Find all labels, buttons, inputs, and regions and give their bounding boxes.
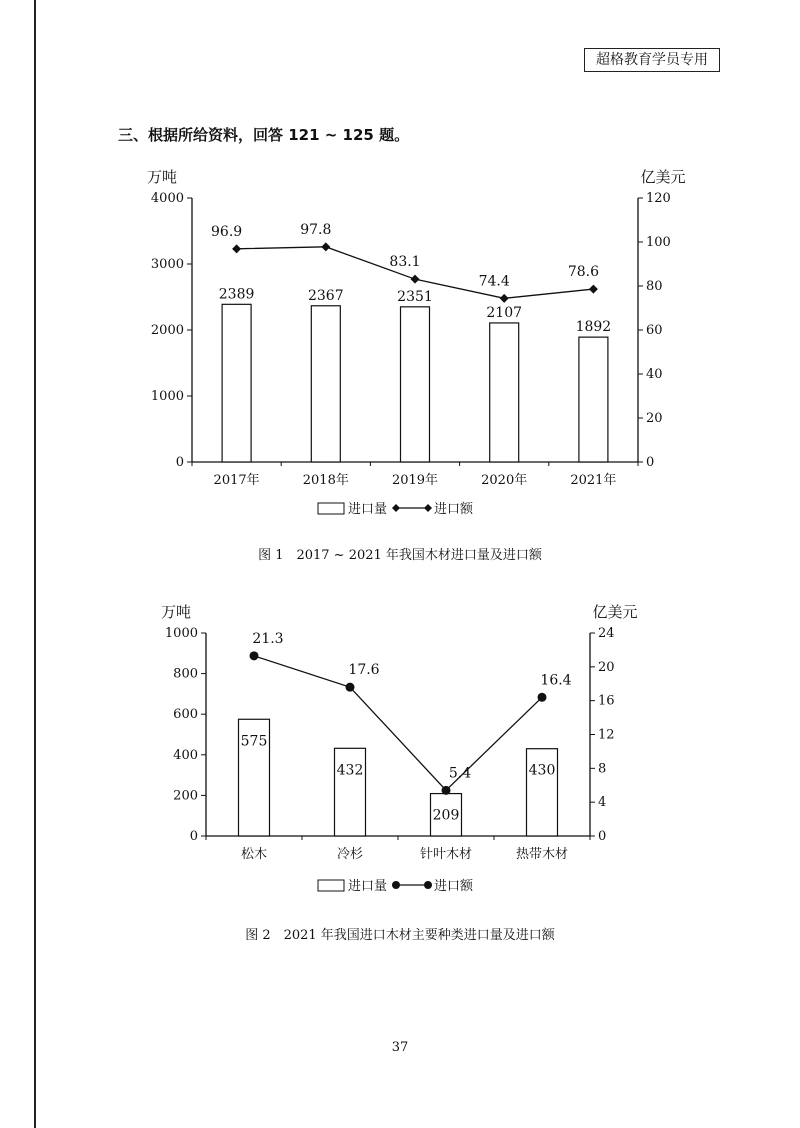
right-tick-label: 20: [646, 411, 663, 426]
right-tick-label: 40: [646, 367, 663, 382]
legend-line-marker: [424, 881, 432, 889]
x-tick-label: 2018年: [302, 473, 349, 488]
right-tick-label: 20: [598, 659, 615, 675]
legend-line-label: 进口额: [434, 879, 474, 894]
section-title: 三、根据所给资料，回答 121 ~ 125 题。: [118, 126, 410, 144]
legend-line-marker: [424, 504, 432, 512]
line-point-3: [442, 786, 451, 795]
bar-value-label: 430: [528, 762, 556, 779]
right-tick-label: 80: [646, 279, 663, 294]
legend-bar-swatch: [318, 880, 344, 891]
x-tick-label: 松木: [240, 847, 268, 862]
legend-line-marker: [392, 881, 400, 889]
line-series-path: [254, 656, 542, 790]
chart1-caption: 图 1 2017 ~ 2021 年我国木材进口量及进口额: [258, 548, 542, 563]
bar-value-label: 2107: [486, 304, 523, 321]
bar-4: [490, 323, 519, 462]
right-tick-label: 120: [646, 191, 671, 206]
legend-bar-swatch: [318, 503, 344, 514]
left-axis-title: 万吨: [146, 168, 178, 186]
legend-line-label: 进口额: [434, 502, 474, 517]
line-point-2: [346, 683, 355, 692]
left-tick-label: 1000: [164, 626, 198, 641]
legend-bar-label: 进口量: [348, 879, 388, 894]
line-value-label: 5.4: [448, 765, 472, 782]
page-number: 37: [391, 1040, 409, 1055]
bar-value-label: 1892: [575, 319, 612, 336]
line-point-4: [538, 693, 547, 702]
right-axis-title: 亿美元: [592, 603, 638, 621]
left-tick-label: 2000: [150, 323, 184, 338]
right-tick-label: 0: [646, 455, 655, 470]
line-value-label: 83.1: [389, 254, 421, 271]
bar-1: [222, 304, 251, 462]
right-tick-label: 24: [598, 626, 615, 641]
right-tick-label: 60: [646, 323, 663, 338]
left-tick-label: 1000: [150, 389, 184, 404]
x-tick-label: 2017年: [213, 473, 260, 488]
x-tick-label: 2019年: [391, 473, 439, 488]
line-point-1: [250, 651, 259, 660]
line-value-label: 74.4: [478, 273, 510, 290]
bar-3: [401, 307, 430, 462]
right-axis-title: 亿美元: [640, 168, 686, 186]
line-point-2: [321, 242, 330, 251]
left-axis-title: 万吨: [160, 603, 192, 621]
chart-wood-types-2021: [0, 585, 800, 905]
left-tick-label: 0: [189, 829, 198, 844]
line-point-5: [589, 285, 598, 294]
bar-value-label: 2389: [218, 286, 255, 303]
line-value-label: 17.6: [348, 662, 380, 679]
chart-wood-imports-2017-2021: [0, 150, 800, 530]
bar-value-label: 2351: [397, 288, 433, 305]
right-tick-label: 4: [598, 795, 607, 811]
header-badge: 超格教育学员专用: [584, 48, 720, 72]
line-point-1: [232, 244, 241, 253]
x-tick-label: 2020年: [481, 473, 528, 488]
left-tick-label: 4000: [150, 191, 184, 206]
bar-value-label: 575: [240, 733, 268, 750]
line-point-4: [500, 294, 509, 303]
line-point-3: [411, 275, 420, 284]
legend-bar-label: 进口量: [348, 502, 388, 517]
left-tick-label: 600: [173, 707, 198, 723]
bar-value-label: 432: [336, 762, 364, 779]
line-value-label: 78.6: [567, 264, 599, 281]
bar-5: [579, 337, 608, 462]
chart2-caption: 图 2 2021 年我国进口木材主要种类进口量及进口额: [245, 928, 555, 943]
left-tick-label: 800: [173, 666, 198, 682]
left-tick-label: 0: [175, 455, 184, 470]
bar-value-label: 2367: [307, 287, 344, 304]
line-value-label: 21.3: [252, 630, 284, 647]
bar-value-label: 209: [432, 807, 460, 824]
x-tick-label: 冷杉: [336, 847, 364, 862]
line-value-label: 97.8: [300, 221, 332, 238]
right-tick-label: 0: [598, 829, 607, 844]
left-tick-label: 400: [173, 747, 198, 763]
right-tick-label: 100: [646, 235, 671, 250]
x-tick-label: 2021年: [570, 473, 617, 488]
right-tick-label: 16: [598, 693, 615, 709]
x-tick-label: 热带木材: [515, 847, 569, 862]
line-value-label: 96.9: [211, 223, 243, 240]
right-tick-label: 12: [598, 727, 615, 743]
line-value-label: 16.4: [540, 672, 572, 689]
x-tick-label: 针叶木材: [419, 847, 473, 862]
legend-line-marker: [392, 504, 400, 512]
left-tick-label: 3000: [150, 257, 184, 272]
right-tick-label: 8: [598, 761, 607, 777]
left-tick-label: 200: [173, 788, 198, 804]
bar-2: [311, 306, 340, 462]
